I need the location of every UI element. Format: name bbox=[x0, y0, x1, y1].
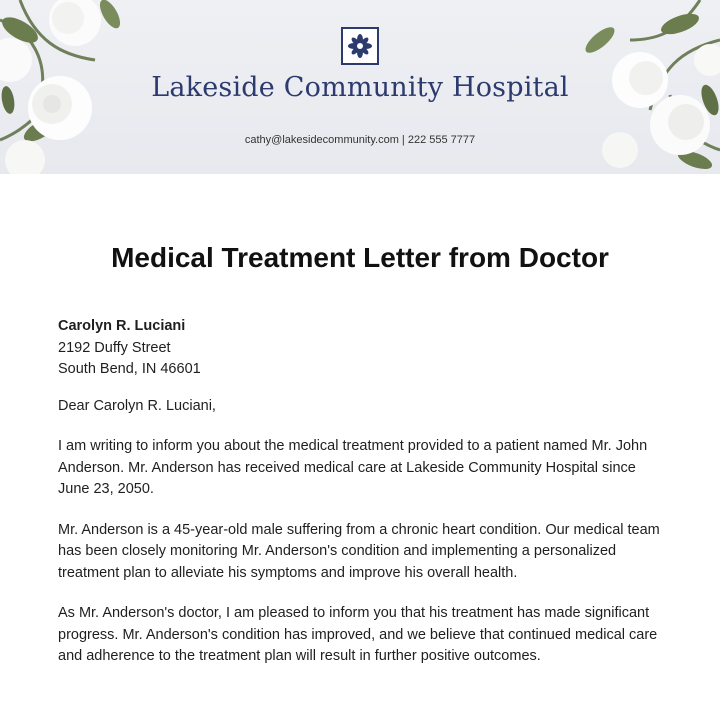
lotus-logo-icon bbox=[347, 33, 373, 59]
paragraph: Mr. Anderson is a 45-year-old male suffering from a chronic heart condition. Our medical team has been closely monitoring Mr. Anderson's condition and implementing a personalized treatment plan to alleviate his symptoms and improve his overall health. bbox=[58, 521, 660, 581]
recipient-city: South Bend, IN 46601 bbox=[58, 361, 201, 377]
contact-info: cathy@lakesidecommunity.com | 222 555 7777 bbox=[244, 134, 476, 146]
paragraph: As Mr. Anderson's doctor, I am pleased to inform you that his treatment has made significant progress. Mr. Anderson's condition has improved, and we believe that continued medical care and adherence to the treatment plan will result in further positive outcomes. bbox=[58, 605, 658, 664]
paragraph: I am writing to inform you about the medical treatment provided to a patient named Mr. John Anderson. Mr. Anderson has received medical care at Lakeside Community Hospital since June 23, 2050. bbox=[58, 438, 648, 497]
recipient-address bbox=[58, 316, 664, 381]
recipient-street: 2192 Duffy Street bbox=[58, 339, 171, 356]
hospital-name: Lakeside Community Hospital bbox=[151, 72, 569, 103]
salutation: Dear Carolyn R. Luciani, bbox=[58, 397, 216, 414]
recipient-name: Carolyn R. Luciani bbox=[58, 318, 186, 334]
letter-title: Medical Treatment Letter from Doctor bbox=[111, 242, 609, 273]
hospital-logo bbox=[341, 27, 379, 65]
letter-body bbox=[58, 316, 664, 668]
header-banner bbox=[0, 0, 720, 174]
